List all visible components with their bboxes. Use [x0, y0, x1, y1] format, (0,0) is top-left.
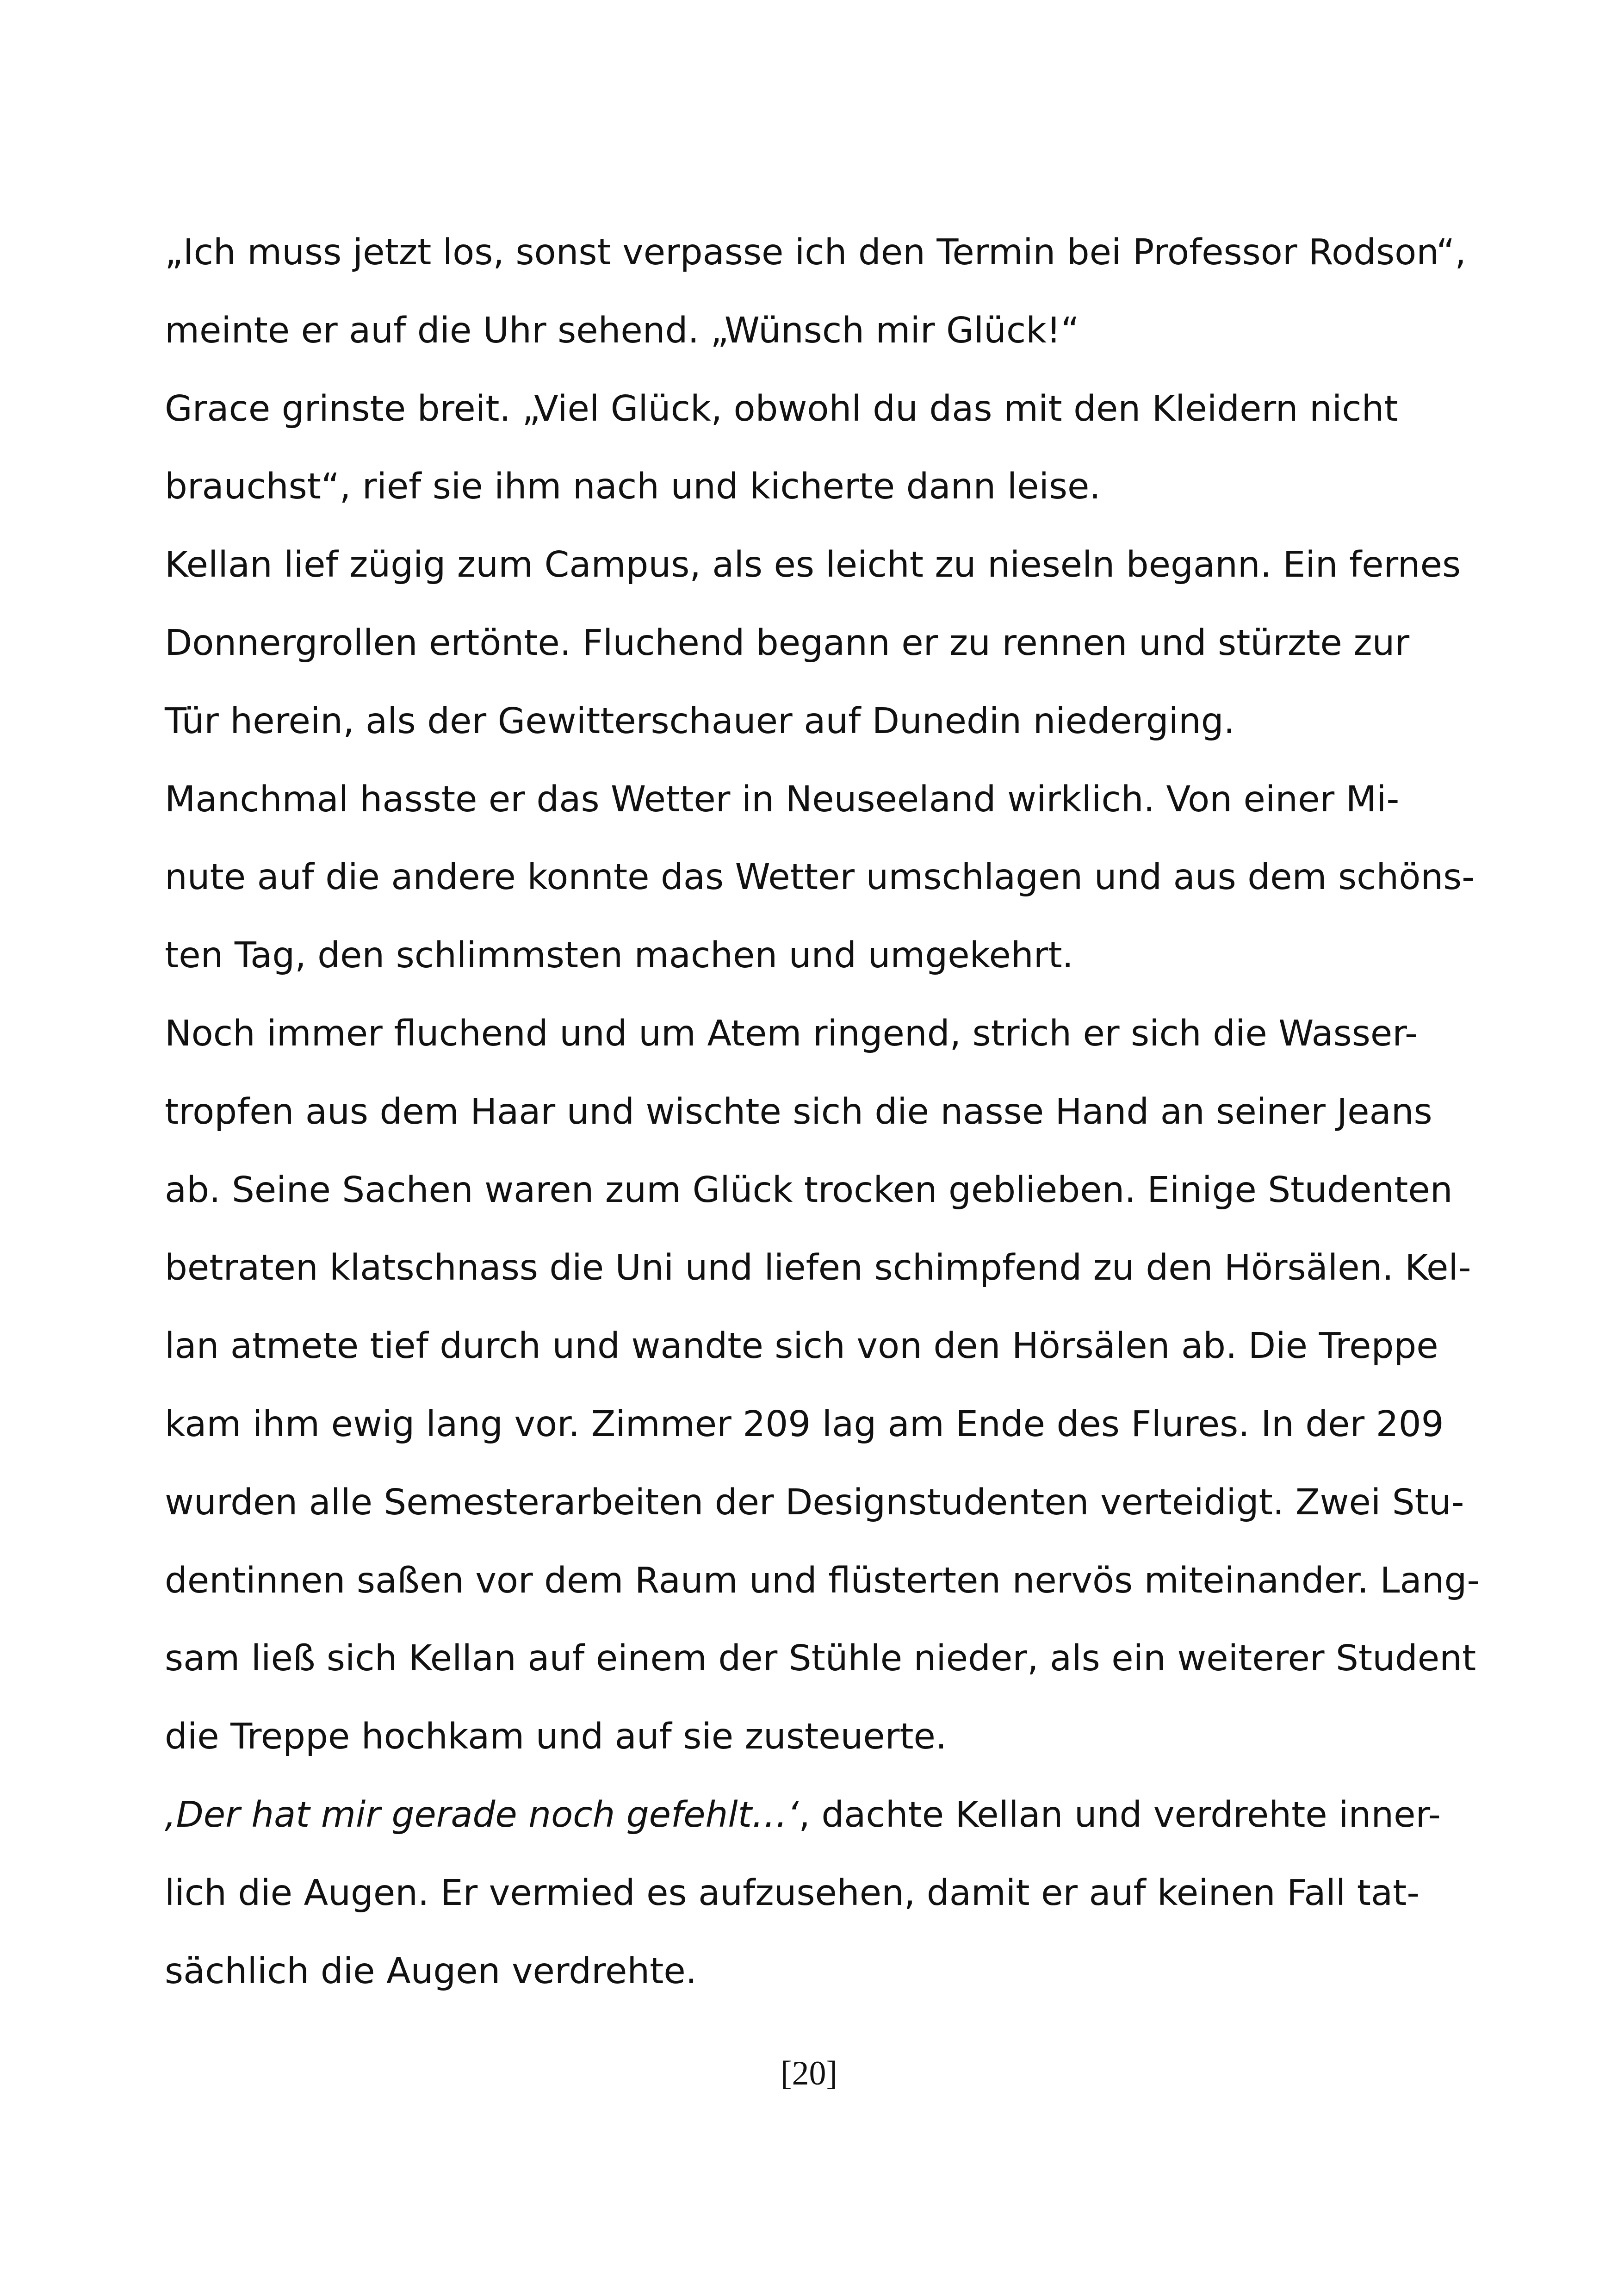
text-line: kam ihm ewig lang vor. Zimmer 209 lag am Ende des Flures. In der 209	[165, 1403, 1444, 1445]
text-line: Tür herein, als der Gewitterschauer auf Dunedin niederging.	[165, 700, 1235, 742]
text-line: lich die Augen. Er vermied es aufzusehen, damit er auf keinen Fall tat-	[165, 1872, 1420, 1914]
text-line: Kellan lief zügig zum Campus, als es leicht zu nieseln begann. Ein fernes	[165, 544, 1461, 586]
text-line-with-italic	[165, 1776, 1460, 1854]
text-line: meinte er auf die Uhr sehend. „Wünsch mir Glück!“	[165, 310, 1079, 351]
text-line: Manchmal hasste er das Wetter in Neuseeland wirklich. Von einer Mi-	[165, 778, 1400, 820]
text-line: wurden alle Semesterarbeiten der Designstudenten verteidigt. Zwei Stu-	[165, 1481, 1464, 1523]
text-line: „Ich muss jetzt los, sonst verpasse ich den Termin bei Professor Rodson“,	[165, 232, 1466, 273]
text-line: nute auf die andere konnte das Wetter umschlagen und aus dem schöns-	[165, 857, 1475, 898]
text-line: sächlich die Augen verdrehte.	[165, 1950, 697, 1992]
body-text	[165, 214, 1480, 2010]
text-line: ten Tag, den schlimmsten machen und umgekehrt.	[165, 935, 1074, 977]
text-line: dentinnen saßen vor dem Raum und flüsterten nervös miteinander. Lang-	[165, 1560, 1480, 1601]
text-line: betraten klatschnass die Uni und liefen schimpfend zu den Hörsälen. Kel-	[165, 1247, 1471, 1289]
text-line: lan atmete tief durch und wandte sich von den Hörsälen ab. Die Treppe	[165, 1325, 1438, 1367]
text-line: brauchst“, rief sie ihm nach und kicherte dann leise.	[165, 466, 1101, 508]
page-number: [20]	[780, 2054, 838, 2092]
text-line-rest: , dachte Kellan und verdrehte inner-	[799, 1794, 1441, 1836]
text-line: ab. Seine Sachen waren zum Glück trocken geblieben. Einige Studenten	[165, 1169, 1453, 1211]
text-line: Noch immer fluchend und um Atem ringend, strich er sich die Wasser-	[165, 1013, 1418, 1054]
text-line: Grace grinste breit. „Viel Glück, obwohl du das mit den Kleidern nicht	[165, 388, 1398, 429]
text-line: tropfen aus dem Haar und wischte sich die nasse Hand an seiner Jeans	[165, 1091, 1432, 1132]
italic-thought: ‚Der hat mir gerade noch gefehlt…‘	[165, 1794, 799, 1836]
text-line: Donnergrollen ertönte. Fluchend begann er zu rennen und stürzte zur	[165, 622, 1410, 664]
text-line: sam ließ sich Kellan auf einem der Stühle nieder, als ein weiterer Student	[165, 1638, 1476, 1680]
text-line: die Treppe hochkam und auf sie zusteuerte.	[165, 1716, 947, 1758]
